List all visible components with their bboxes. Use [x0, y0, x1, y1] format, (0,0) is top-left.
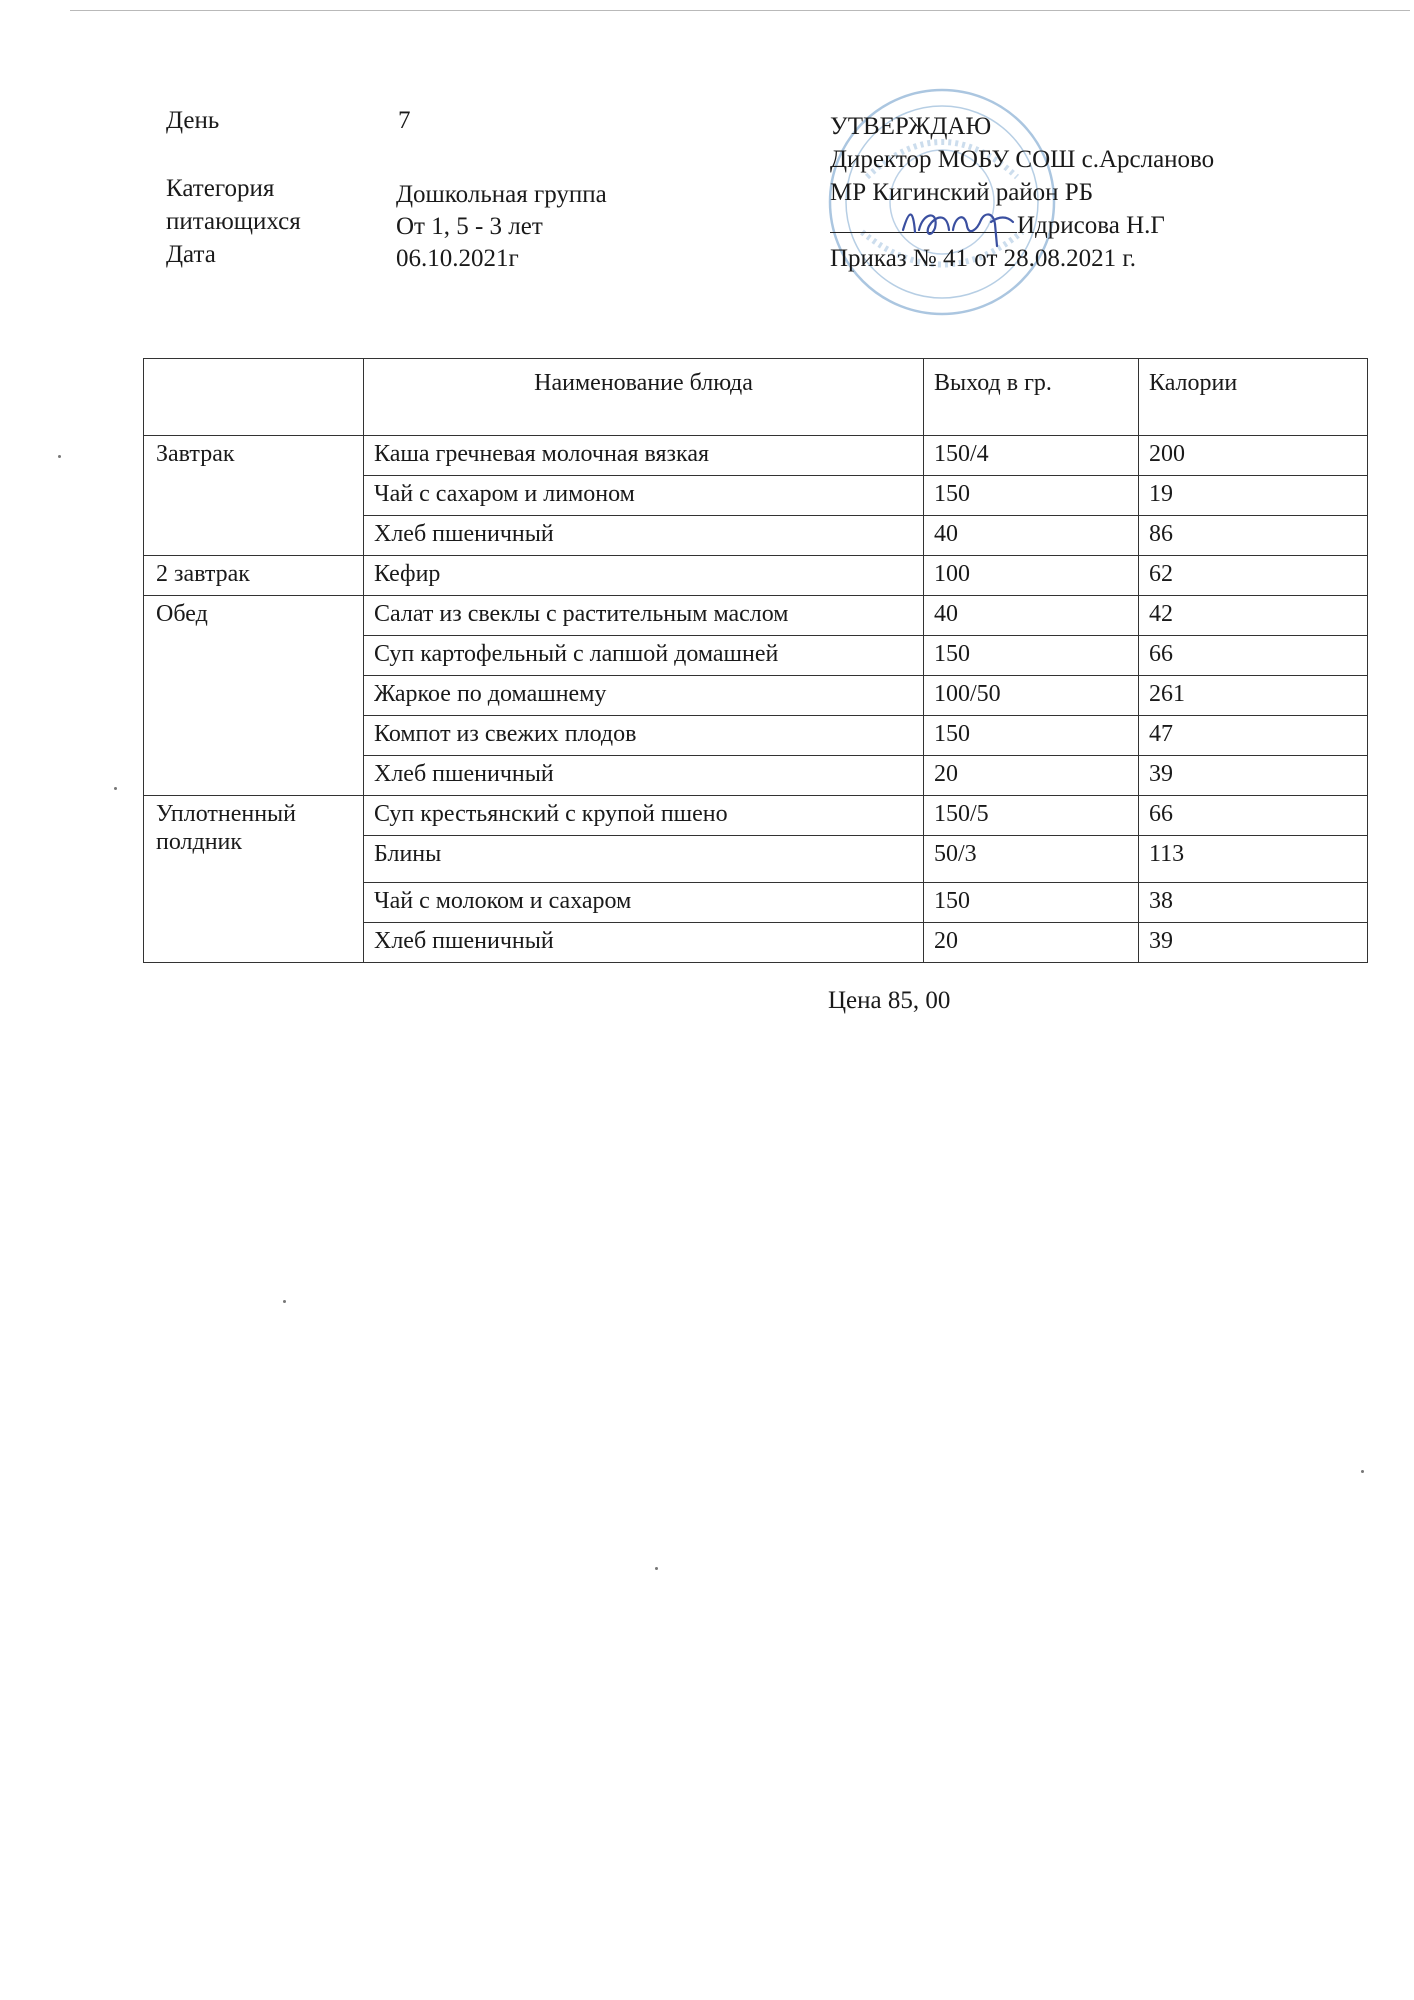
- output-cell: 20: [924, 756, 1139, 796]
- output-cell: 20: [924, 923, 1139, 963]
- meal-afternoon-snack-line2: полдник: [156, 829, 243, 855]
- output-cell: 150: [924, 883, 1139, 923]
- header-dish-name: Наименование блюда: [364, 359, 924, 436]
- menu-table: [143, 358, 1368, 963]
- header-output: Выход в гр.: [924, 359, 1139, 436]
- output-cell: 100/50: [924, 676, 1139, 716]
- dish-cell: Суп крестьянский с крупой пшено: [364, 796, 924, 836]
- approval-district: МР Кигинский район РБ: [830, 179, 1094, 206]
- output-cell: 50/3: [924, 836, 1139, 883]
- dish-cell: Хлеб пшеничный: [364, 756, 924, 796]
- top-scan-line: [70, 10, 1410, 11]
- group-value: Дошкольная группа: [396, 181, 607, 208]
- scan-speck: [1361, 1470, 1364, 1473]
- price-text: Цена 85, 00: [828, 987, 951, 1014]
- table-row: [144, 436, 1368, 476]
- meal-afternoon-snack: [144, 796, 364, 963]
- table-row: [144, 596, 1368, 636]
- scan-speck: [58, 455, 61, 458]
- meal-afternoon-snack-line1: Уплотненный: [156, 801, 297, 827]
- meal-breakfast: Завтрак: [144, 436, 364, 556]
- output-cell: 150: [924, 476, 1139, 516]
- category-label: Категория: [166, 175, 275, 202]
- calories-cell: 47: [1139, 716, 1368, 756]
- output-cell: 100: [924, 556, 1139, 596]
- dish-cell: Компот из свежих плодов: [364, 716, 924, 756]
- scan-speck: [283, 1300, 286, 1303]
- signature-icon: [895, 190, 1030, 250]
- dish-cell: Блины: [364, 836, 924, 883]
- calories-cell: 66: [1139, 636, 1368, 676]
- dish-cell: Хлеб пшеничный: [364, 923, 924, 963]
- category-label-cont: питающихся: [166, 208, 301, 235]
- header-calories: Калории: [1139, 359, 1368, 436]
- calories-cell: 261: [1139, 676, 1368, 716]
- calories-cell: 62: [1139, 556, 1368, 596]
- dish-cell: Чай с сахаром и лимоном: [364, 476, 924, 516]
- output-cell: 150: [924, 636, 1139, 676]
- scan-speck: [114, 787, 117, 790]
- output-cell: 150/5: [924, 796, 1139, 836]
- calories-cell: 39: [1139, 756, 1368, 796]
- scan-speck: [655, 1567, 658, 1570]
- table-header-row: [144, 359, 1368, 436]
- table-row: [144, 556, 1368, 596]
- header-meal-cell: [144, 359, 364, 436]
- approval-order: Приказ № 41 от 28.08.2021 г.: [830, 245, 1137, 272]
- output-cell: 150/4: [924, 436, 1139, 476]
- dish-cell: Каша гречневая молочная вязкая: [364, 436, 924, 476]
- calories-cell: 113: [1139, 836, 1368, 883]
- table-row: [144, 796, 1368, 836]
- calories-cell: 19: [1139, 476, 1368, 516]
- approval-director: Директор МОБУ СОШ с.Арсланово: [830, 146, 1215, 173]
- calories-cell: 86: [1139, 516, 1368, 556]
- dish-cell: Хлеб пшеничный: [364, 516, 924, 556]
- dish-cell: Суп картофельный с лапшой домашней: [364, 636, 924, 676]
- date-value: 06.10.2021г: [396, 245, 519, 272]
- calories-cell: 42: [1139, 596, 1368, 636]
- day-label: День: [166, 107, 220, 134]
- dish-cell: Салат из свеклы с растительным маслом: [364, 596, 924, 636]
- output-cell: 150: [924, 716, 1139, 756]
- approval-title: УТВЕРЖДАЮ: [830, 113, 992, 140]
- age-value: От 1, 5 - 3 лет: [396, 213, 543, 240]
- output-cell: 40: [924, 516, 1139, 556]
- approval-name: Идрисова Н.Г: [1017, 212, 1165, 239]
- dish-cell: Кефир: [364, 556, 924, 596]
- dish-cell: Жаркое по домашнему: [364, 676, 924, 716]
- date-label: Дата: [166, 241, 216, 268]
- calories-cell: 39: [1139, 923, 1368, 963]
- day-value: 7: [398, 107, 411, 134]
- meal-second-breakfast: 2 завтрак: [144, 556, 364, 596]
- dish-cell: Чай с молоком и сахаром: [364, 883, 924, 923]
- calories-cell: 38: [1139, 883, 1368, 923]
- output-cell: 40: [924, 596, 1139, 636]
- calories-cell: 200: [1139, 436, 1368, 476]
- meal-lunch: Обед: [144, 596, 364, 796]
- calories-cell: 66: [1139, 796, 1368, 836]
